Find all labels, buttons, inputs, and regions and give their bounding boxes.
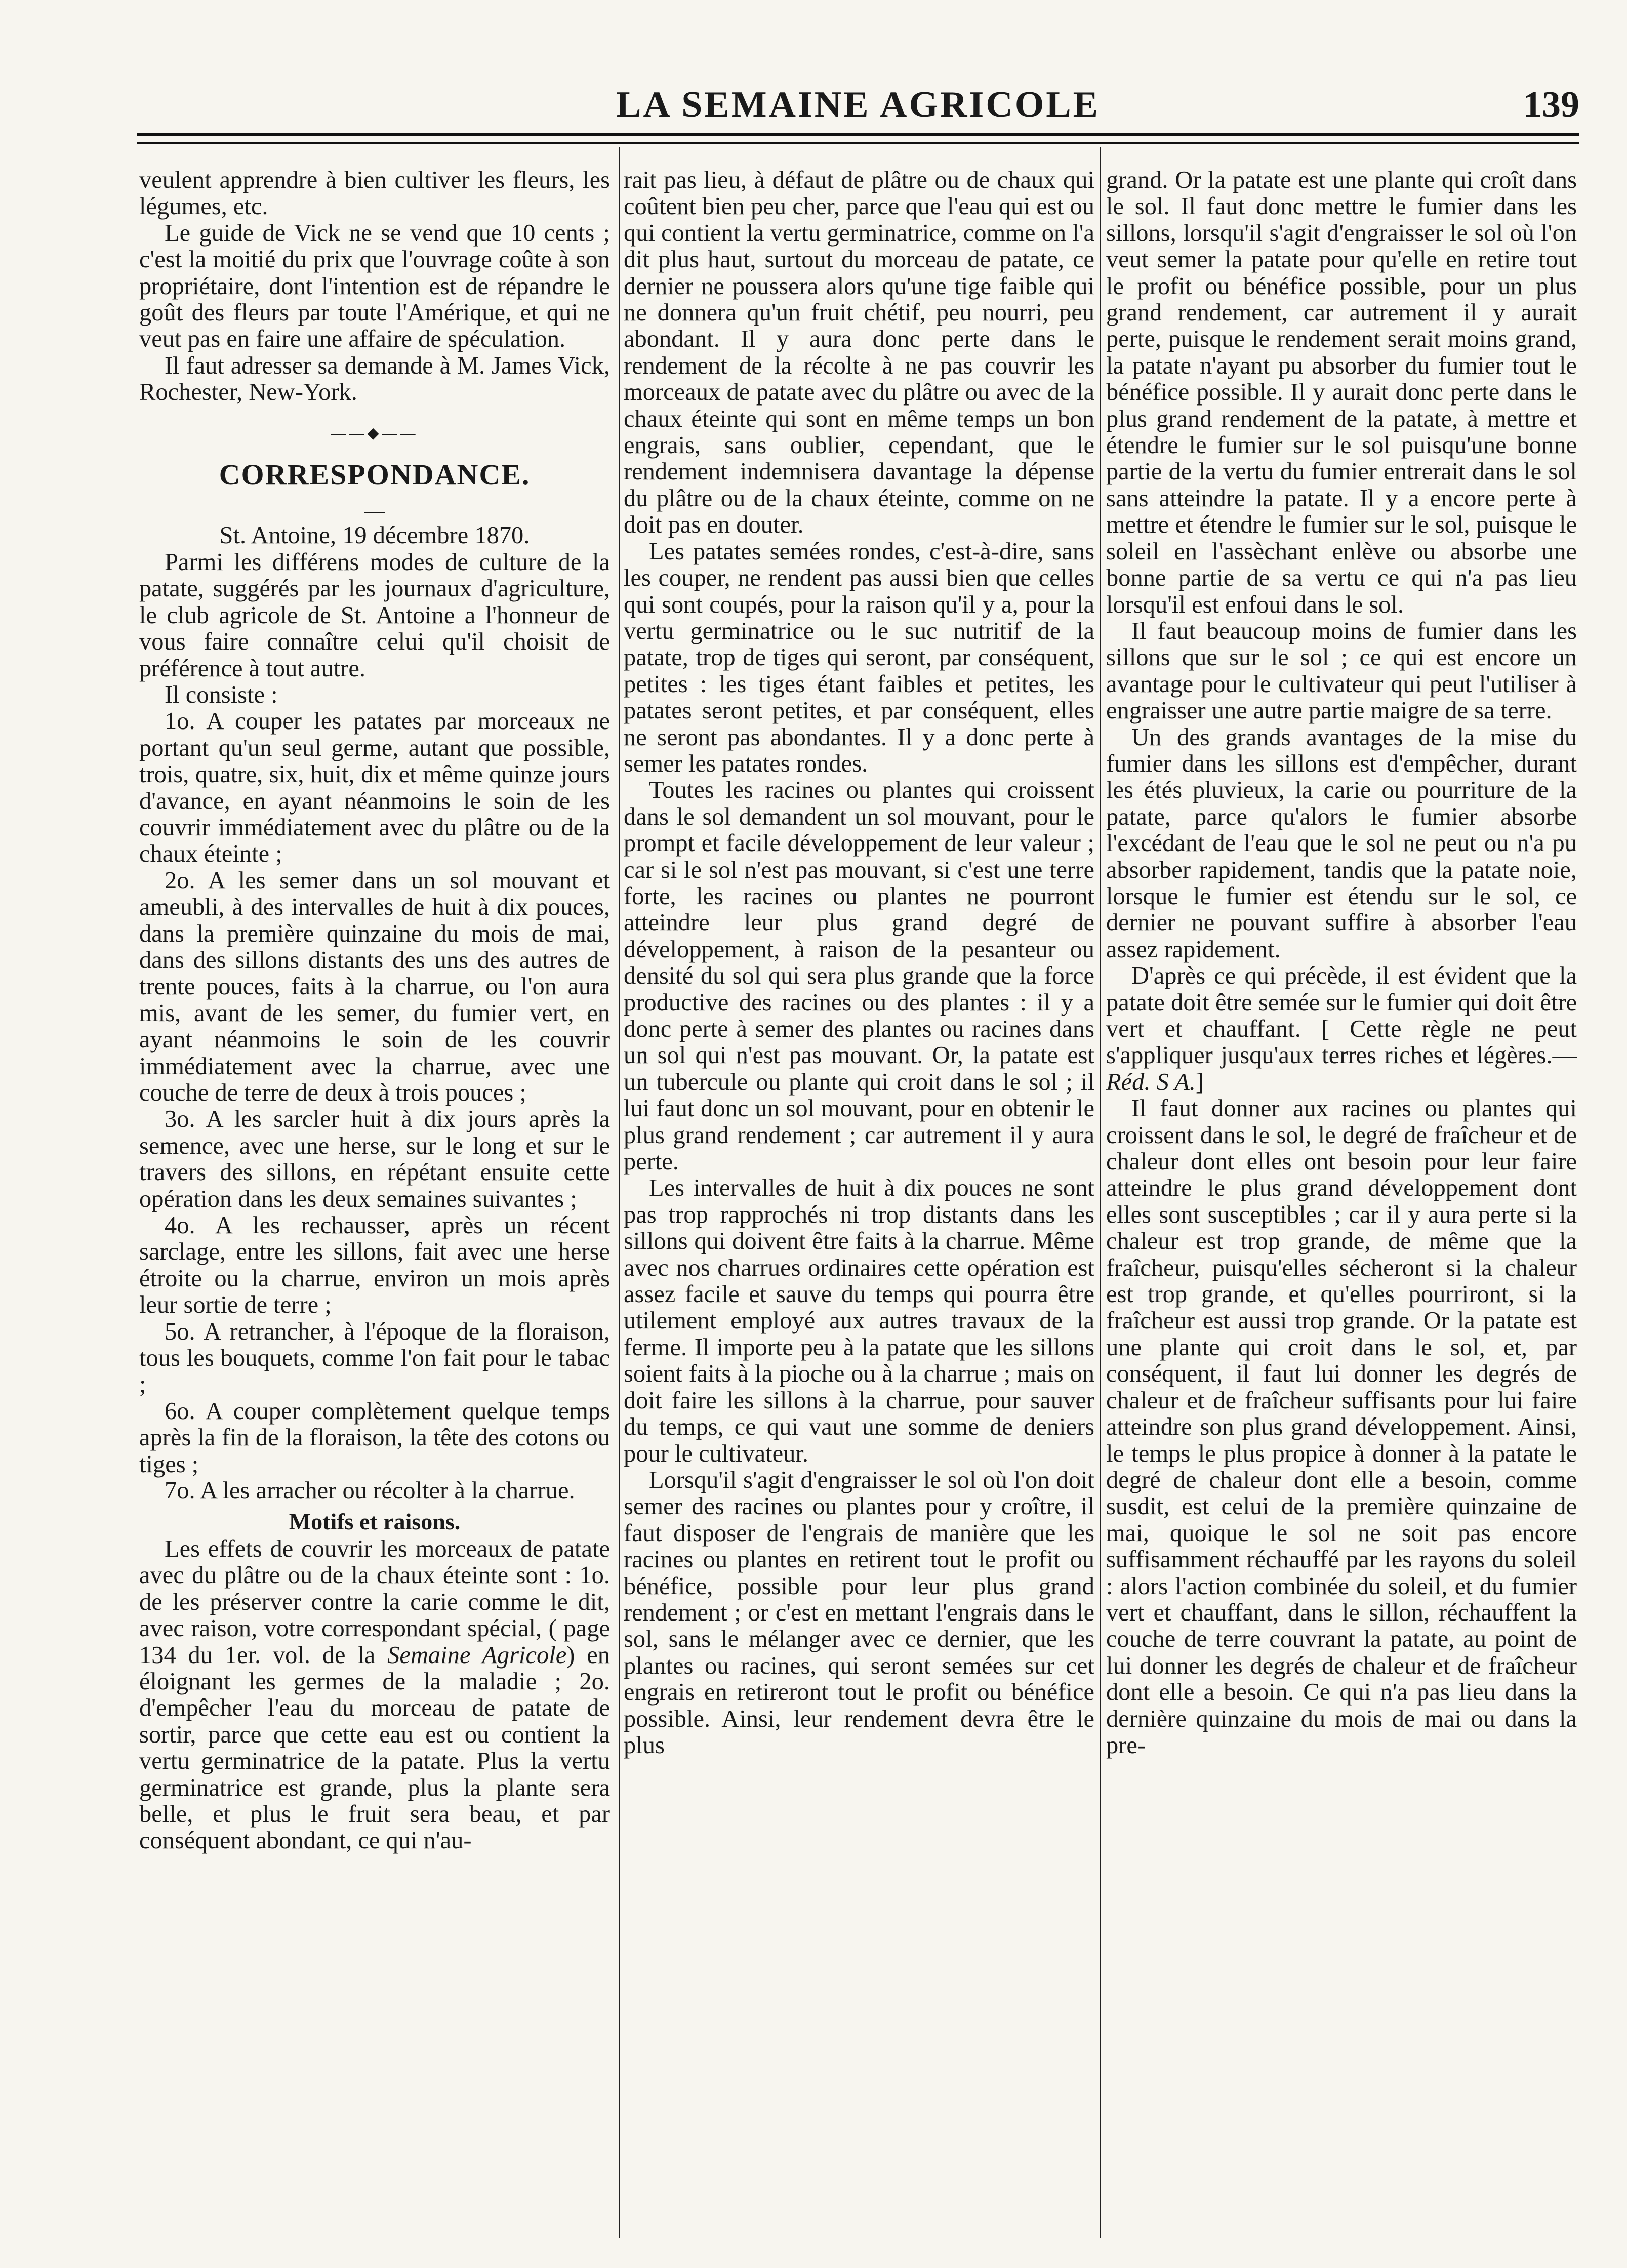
paragraph: Il faut beaucoup moins de fumier dans les sillons que sur le sol ; ce qui est encore un avantage pour le cultivateur qui peut l'utiliser à engraisser une autre partie maigre de sa terre. <box>1106 617 1577 724</box>
italic-title: Semaine Agricole <box>387 1641 567 1669</box>
column-2 <box>624 167 1094 1759</box>
text-span: D'après ce qui précède, il est évident que la patate doit être semée sur le fumier qui doit être vert et chauffant. [ Cette règle ne peut s'appliquer jusqu'aux terres riches et légères.— <box>1106 962 1577 1069</box>
short-rule: — <box>364 499 385 522</box>
page-header <box>137 84 1579 139</box>
list-item: 6o. A couper complètement quelque temps après la fin de la floraison, la tête des cotons ou tiges ; <box>139 1397 610 1478</box>
text-span: Les effets de couvrir les morceaux de patate avec du plâtre ou de la chaux éteinte sont : 1o. de les préserver contre la carie comme le dit, avec raison, votre correspondant spécial, ( page 134 du 1er. vol. de la <box>139 1535 610 1669</box>
list-item: 3o. A les sarcler huit à dix jours après la semence, avec une herse, sur le long et sur le travers des sillons, en répétant ensuite cette opération dans les deux semaines suivantes ; <box>139 1106 610 1212</box>
paragraph <box>1106 963 1577 1096</box>
list-item: 4o. A les rechausser, après un récent sarclage, entre les sillons, fait avec une herse étroite ou la charrue, environ un mois après leur sortie de terre ; <box>139 1212 610 1319</box>
paragraph: Parmi les différens modes de culture de la patate, suggérés par les journaux d'agriculture, le club agricole de St. Antoine a l'honneur de vous faire connaître celui qu'il choisit de préférence à tout autre. <box>139 548 610 682</box>
paragraph: Il consiste : <box>165 681 278 708</box>
paragraph <box>139 1536 610 1854</box>
publication-title: LA SEMAINE AGRICOLE <box>616 84 1100 126</box>
paragraph: Le guide de Vick ne se vend que 10 cents ; c'est la moitié du prix que l'ouvrage coûte à son propriétaire, dont l'intention est de répandre le goût des fleurs par toute l'Amérique, et qui ne veut pas en faire une affaire de spéculation. <box>139 219 610 353</box>
paragraph: Il faut donner aux racines ou plantes qui croissent dans le sol, le degré de fraîcheur et de chaleur dont elles ont besoin pour leur faire atteindre le plus grand développement dont elles sont susceptibles ; car il y aura perte si la chaleur est trop grande, de même que la fraîcheur, puisqu'elles sécheront si la chaleur est trop grande, et qu'elles pourriront, si la fraîcheur est aussi trop grande. Or la patate est une plante qui croit dans le sol, et, par conséquent, il faut lui donner les degrés de chaleur et de fraîcheur suffisants pour lui faire atteindre son plus grand développement. Ainsi, le temps le plus propice à donner à la patate le degré de chaleur dont elle a besoin, comme susdit, est celui de la première quinzaine de mai, quoique le sol ne soit pas encore suffisamment réchauffé par les rayons du soleil : alors l'action combinée du soleil, et du fumier vert et chauffant, dans le sillon, réchauffent la couche de terre couvrant la patate, au point de lui donner les degrés de chaleur et de fraîcheur dont elle a besoin. Ce qui n'a pas lieu dans la dernière quinzaine du mois de mai ou dans la pre- <box>1106 1095 1577 1759</box>
paragraph: Un des grands avantages de la mise du fumier dans les sillons est d'empêcher, durant les étés pluvieux, la carie ou pourriture de la patate, parce qu'alors le fumier absorbe l'excédant de l'eau que le sol ne peut ou n'a pu absorber rapidement, tandis que la patate noie, lorsque le fumier est étendu sur le sol, ce dernier ne pouvant suffire à absorber l'eau assez rapidement. <box>1106 723 1577 963</box>
paragraph: Il faut adresser sa demande à M. James Vick, Rochester, New-York. <box>139 352 610 406</box>
paragraph: Lorsqu'il s'agit d'engraisser le sol où l'on doit semer des racines ou plantes pour y croître, il faut disposer de l'engrais de manière que les racines ou plantes en retirent tout le profit ou bénéfice, possible pour leur plus grand rendement ; or c'est en mettant l'engrais dans le sol, sans le mélanger avec ce dernier, que les plantes ou racines, qui seront semées sur cet engrais en retireront tout le profit ou bénéfice possible. Ainsi, leur rendement devra être le plus <box>624 1466 1094 1759</box>
paragraph: grand. Or la patate est une plante qui croît dans le sol. Il faut donc mettre le fumier dans les sillons, lorsqu'il s'agit d'engraisser le sol où l'on veut semer la patate pour qu'elle en retire tout le profit ou bénéfice possible, pour un plus grand rendement, car autrement il y aurait perte, puisque le rendement serait moins grand, la patate n'ayant pu absorber du fumier tout le bénéfice possible. Il y aurait donc perte dans le plus grand rendement de la patate, à mettre et étendre le fumier sur le sol puisqu'une bonne partie de la vertu du fumier entrerait dans le sol sans atteindre la patate. Il y a encore perte à mettre et étendre le fumier sur le sol, puisque le soleil en l'assèchant enlève ou absorbe une bonne partie de sa vertu ce qui n'a pas lieu lorsqu'il est enfoui dans le sol. <box>1106 167 1577 618</box>
ornament-divider: ——◆—— <box>331 424 419 441</box>
text-span: ) en éloignant les germes de la maladie ; 2o. d'empêcher l'eau du morceau de patate de sortir, parce que cette eau est ou contient la vertu germinatrice de la patate. Plus la vertu germinatrice est grande, plus la plante sera belle, et plus le fruit sera beau, et par conséquent abondant, ce qui n'au- <box>139 1641 610 1854</box>
paragraph: Les intervalles de huit à dix pouces ne sont pas trop rapprochés ni trop distants dans les sillons qui doivent être faits à la charrue. Même avec nos charrues ordinaires cette opération est assez facile et sauve du temps qui pourra être utilement employé aux autres travaux de la ferme. Il importe peu à la patate que les sillons soient faits à la pioche ou à la charrue ; mais on doit faire les sillons à la charrue, pour sauver du temps, ce qui vaut une somme de deniers pour le cultivateur. <box>624 1174 1094 1467</box>
paragraph: Les patates semées rondes, c'est-à-dire, sans les couper, ne rendent pas aussi bien que celles qui sont coupés, pour la raison qu'il y a, pour la vertu germinatrice ou le suc nutritif de la patate, trop de tiges qui seront, par conséquent, petites : les tiges étant faibles et petites, les patates seront petites, et par conséquent, elles ne seront pas abondantes. Il y a donc perte à semer les patates rondes. <box>624 538 1094 777</box>
list-item: 7o. A les arracher ou récolter à la charrue. <box>165 1477 575 1505</box>
paragraph: veulent apprendre à bien cultiver les fleurs, les légumes, etc. <box>139 167 610 220</box>
editor-note: Réd. S A. <box>1106 1068 1196 1096</box>
list-item: 2o. A les semer dans un sol mouvant et ameubli, à des intervalles de huit à dix pouces, dans la première quinzaine du mois de mai, dans des sillons distants des uns des autres de trente pouces, faits à la charrue, ou l'on aura mis, avant de les semer, du fumier vert, en ayant néanmoins le soin de les couvrir immédiatement avec la charrue, avec une couche de terre de deux à trois pouces ; <box>139 867 610 1106</box>
list-item: 1o. A couper les patates par morceaux ne portant qu'un seul germe, autant que possible, trois, quatre, six, huit, dix et même quinze jours d'avance, en ayant néanmoins le soin de les couvrir immédiatement avec du plâtre ou de la chaux éteinte ; <box>139 708 610 868</box>
text-span: ] <box>1195 1068 1204 1096</box>
column-divider <box>1100 147 1101 2238</box>
header-rule <box>137 133 1579 144</box>
section-heading: CORRESPONDANCE. <box>219 458 531 492</box>
column-3 <box>1106 167 1577 1759</box>
dateline: St. Antoine, 19 décembre 1870. <box>219 522 530 549</box>
paragraph: Toutes les racines ou plantes qui croissent dans le sol demandent un sol mouvant, pour le prompt et facile développement de leur valeur ; car si le sol n'est pas mouvant, si c'est une terre forte, les racines ou plantes ne pourront atteindre leur plus grand degré de développement, à raison de la pesanteur ou densité du sol qui sera plus grande que la force productive des racines ou des plantes : il y a donc perte à semer des plantes ou racines dans un sol qui n'est pas mouvant. Or, la patate est un tubercule ou plante qui croit dans le sol ; il lui faut donc un sol mouvant, pour en obtenir le plus grand rendement ; car autrement il y aura perte. <box>624 777 1094 1176</box>
sub-heading: Motifs et raisons. <box>289 1508 461 1534</box>
page-number: 139 <box>1523 84 1579 126</box>
paragraph: rait pas lieu, à défaut de plâtre ou de chaux qui coûtent bien peu cher, parce que l'eau qui est ou qui contient la vertu germinatrice, comme on l'a dit plus haut, surtout du morceau de patate, ce dernier ne poussera alors qu'une tige faible qui ne donnera qu'un fruit chétif, peu nourri, peu abondant. Il y aura donc perte dans le rendement de la récolte à ne pas couvrir les morceaux de patate avec du plâtre ou avec de la chaux éteinte qui sont en même temps un bon engrais, sans oublier, cependant, que le rendement indemnisera davantage la dépense du plâtre ou de la chaux éteinte, comme on ne doit pas en douter. <box>624 167 1094 539</box>
list-item: 5o. A retrancher, à l'époque de la floraison, tous les bouquets, comme l'on fait pour le tabac ; <box>139 1318 610 1398</box>
column-1 <box>139 167 610 1854</box>
column-divider <box>619 147 620 2238</box>
